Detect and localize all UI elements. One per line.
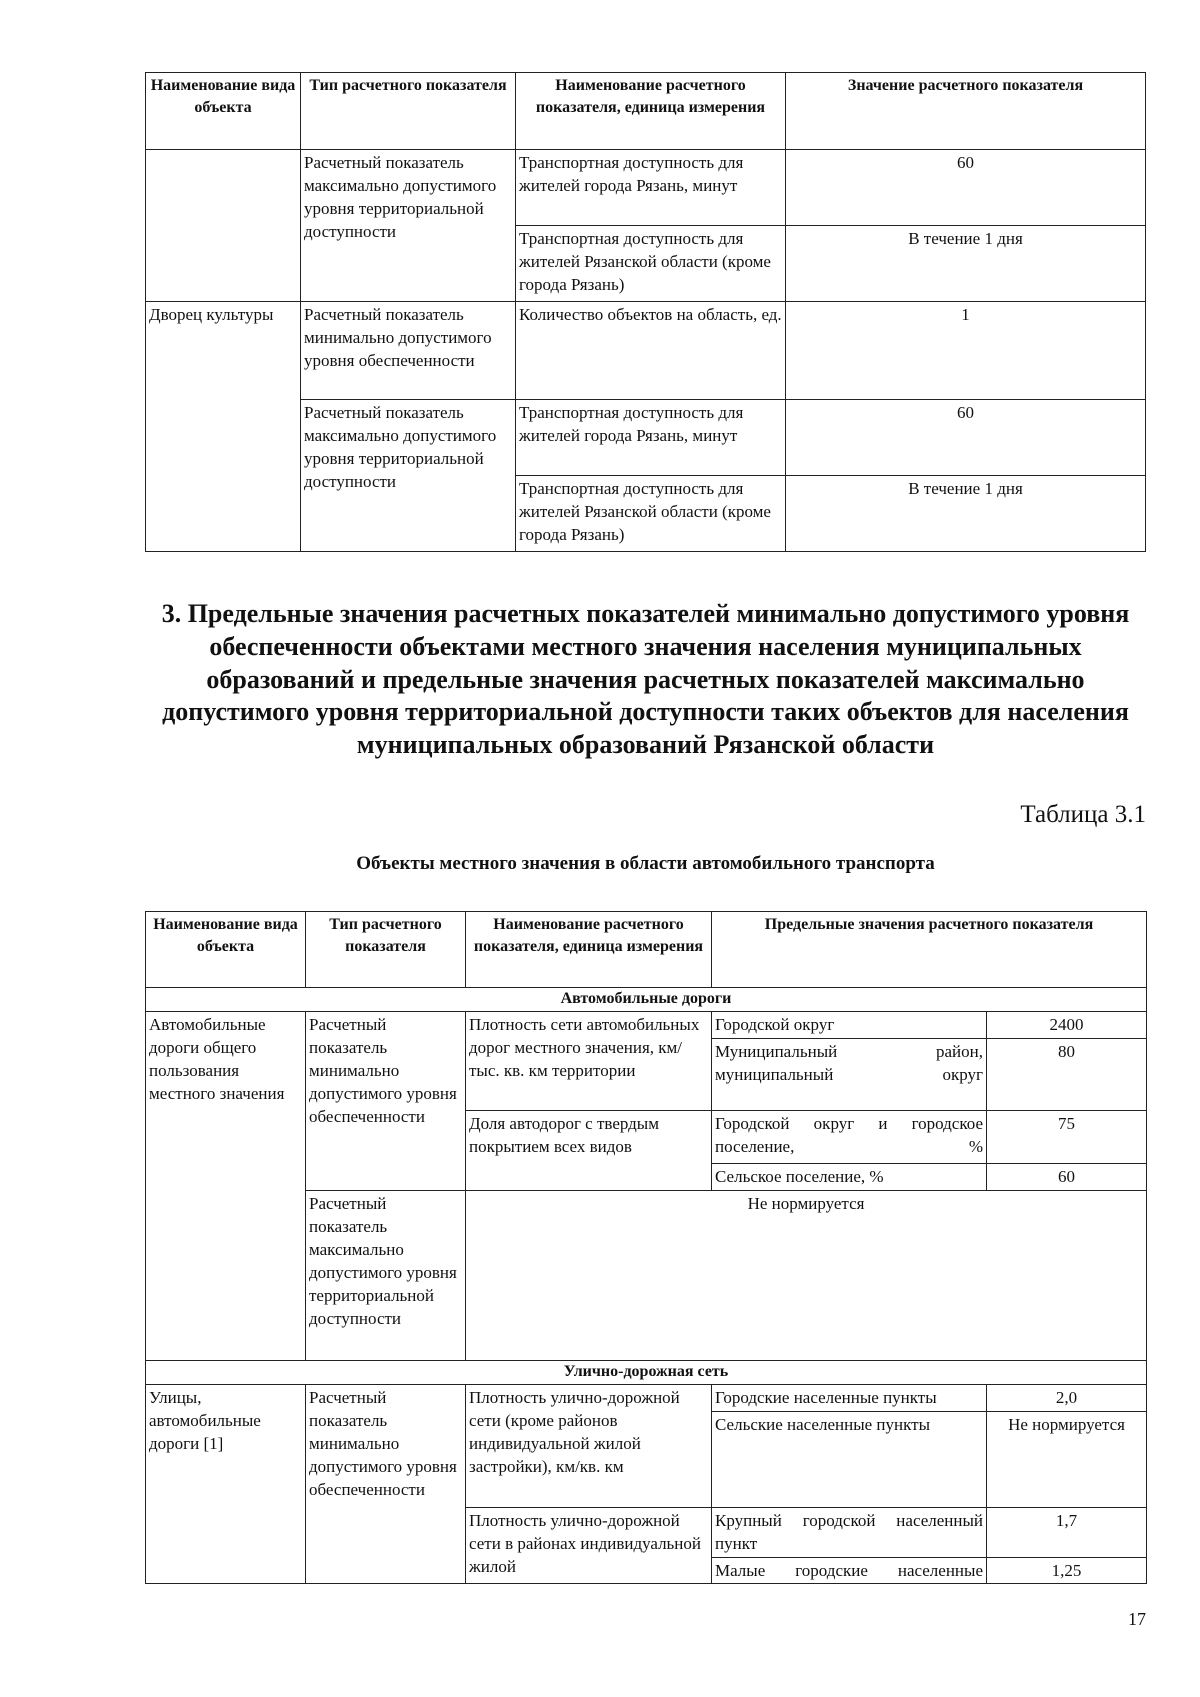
indicator-value-cell: 60 — [786, 400, 1146, 476]
indicator-name-cell: Количество объектов на область, ед. — [516, 302, 786, 400]
table-cultural-objects — [145, 72, 1146, 552]
sub-category-cell: Городские населенные пункты — [712, 1385, 987, 1412]
indicator-value-cell: В течение 1 дня — [786, 476, 1146, 552]
table-header-row — [146, 73, 1146, 150]
table-row — [146, 1385, 1147, 1412]
limit-value-cell: 2,0 — [987, 1385, 1147, 1412]
indicator-value-cell: В течение 1 дня — [786, 226, 1146, 302]
limit-value-cell: Не нормируется — [987, 1412, 1147, 1508]
indicator-type-cell: Расчетный показатель максимально допустимого уровня территориальной доступности — [301, 150, 516, 302]
section-row — [146, 1361, 1147, 1385]
indicator-value-cell: 1 — [786, 302, 1146, 400]
table-row — [146, 1012, 1147, 1039]
table-row — [146, 302, 1146, 400]
table-row — [146, 150, 1146, 226]
indicator-type-cell: Расчетный показатель максимально допустимого уровня территориальной доступности — [301, 400, 516, 552]
object-cell: Улицы, автомобильные дороги [1] — [146, 1385, 306, 1584]
sub-category-cell: Городской округ и городское поселение, % — [712, 1111, 987, 1164]
indicator-name-cell: Транспортная доступность для жителей города Рязань, минут — [516, 150, 786, 226]
indicator-type-cell: Расчетный показатель минимально допустимого уровня обеспеченности — [301, 302, 516, 400]
indicator-name-cell: Доля автодорог с твердым покрытием всех видов — [466, 1111, 712, 1191]
indicator-name-cell: Плотность улично-дорожной сети (кроме районов индивидуальной жилой застройки), км/кв. км — [466, 1385, 712, 1508]
indicator-type-cell: Расчетный показатель минимально допустимого уровня обеспеченности — [306, 1385, 466, 1584]
header-indicator-value: Значение расчетного показателя — [786, 73, 1146, 150]
indicator-name-cell: Плотность сети автомобильных дорог местного значения, км/тыс. кв. км территории — [466, 1012, 712, 1111]
sub-category-cell: Крупный городской населенный пункт — [712, 1508, 987, 1558]
header-object-type: Наименование вида объекта — [146, 912, 306, 988]
limit-value-cell: 75 — [987, 1111, 1147, 1164]
sub-category-cell: Малые городские населенные — [712, 1558, 987, 1584]
limit-value-cell: 2400 — [987, 1012, 1147, 1039]
object-cell: Автомобильные дороги общего пользования местного значения — [146, 1012, 306, 1361]
sub-category-cell: Сельское поселение, % — [712, 1164, 987, 1191]
object-cell-empty — [146, 150, 301, 302]
sub-category-cell: Муниципальный район, муниципальный округ — [712, 1039, 987, 1111]
limit-value-cell: 80 — [987, 1039, 1147, 1111]
header-indicator-name: Наименование расчетного показателя, единица измерения — [516, 73, 786, 150]
limit-value-cell: 60 — [987, 1164, 1147, 1191]
header-indicator-type: Тип расчетного показателя — [306, 912, 466, 988]
table-header-row — [146, 912, 1147, 988]
table-caption: Объекты местного значения в области автомобильного транспорта — [356, 853, 935, 874]
sub-category-cell: Сельские населенные пункты — [712, 1412, 987, 1508]
table-road-transport — [145, 911, 1147, 1584]
indicator-name-cell: Плотность улично-дорожной сети в районах индивидуальной жилой — [466, 1508, 712, 1584]
limit-value-cell: 1,7 — [987, 1508, 1147, 1558]
indicator-name-cell: Транспортная доступность для жителей города Рязань, минут — [516, 400, 786, 476]
limit-value-cell: 1,25 — [987, 1558, 1147, 1584]
object-cell: Дворец культуры — [146, 302, 301, 552]
indicator-name-cell: Транспортная доступность для жителей Рязанской области (кроме города Рязань) — [516, 476, 786, 552]
section-heading: 3. Предельные значения расчетных показателей минимально допустимого уровня обеспеченности объектами местного значения населения муниципальных образований и предельные значения расчетных показателей максимально допустимого уровня территориальной доступности таких объектов для населения муниципальных образований Рязанской области — [161, 599, 1130, 760]
section-title-street-network: Улично-дорожная сеть — [146, 1361, 1147, 1385]
indicator-type-cell: Расчетный показатель минимально допустимого уровня обеспеченности — [306, 1012, 466, 1191]
section-title-roads: Автомобильные дороги — [146, 988, 1147, 1012]
table-number: Таблица 3.1 — [1020, 801, 1146, 828]
not-normed-cell: Не нормируется — [466, 1191, 1147, 1361]
sub-category-cell: Городской округ — [712, 1012, 987, 1039]
indicator-name-cell: Транспортная доступность для жителей Рязанской области (кроме города Рязань) — [516, 226, 786, 302]
header-indicator-name: Наименование расчетного показателя, единица измерения — [466, 912, 712, 988]
header-object-type: Наименование вида объекта — [146, 73, 301, 150]
indicator-value-cell: 60 — [786, 150, 1146, 226]
indicator-type-cell: Расчетный показатель максимально допустимого уровня территориальной доступности — [306, 1191, 466, 1361]
header-indicator-type: Тип расчетного показателя — [301, 73, 516, 150]
header-limit-values: Предельные значения расчетного показателя — [712, 912, 1147, 988]
page-number: 17 — [1128, 1609, 1146, 1629]
section-row — [146, 988, 1147, 1012]
